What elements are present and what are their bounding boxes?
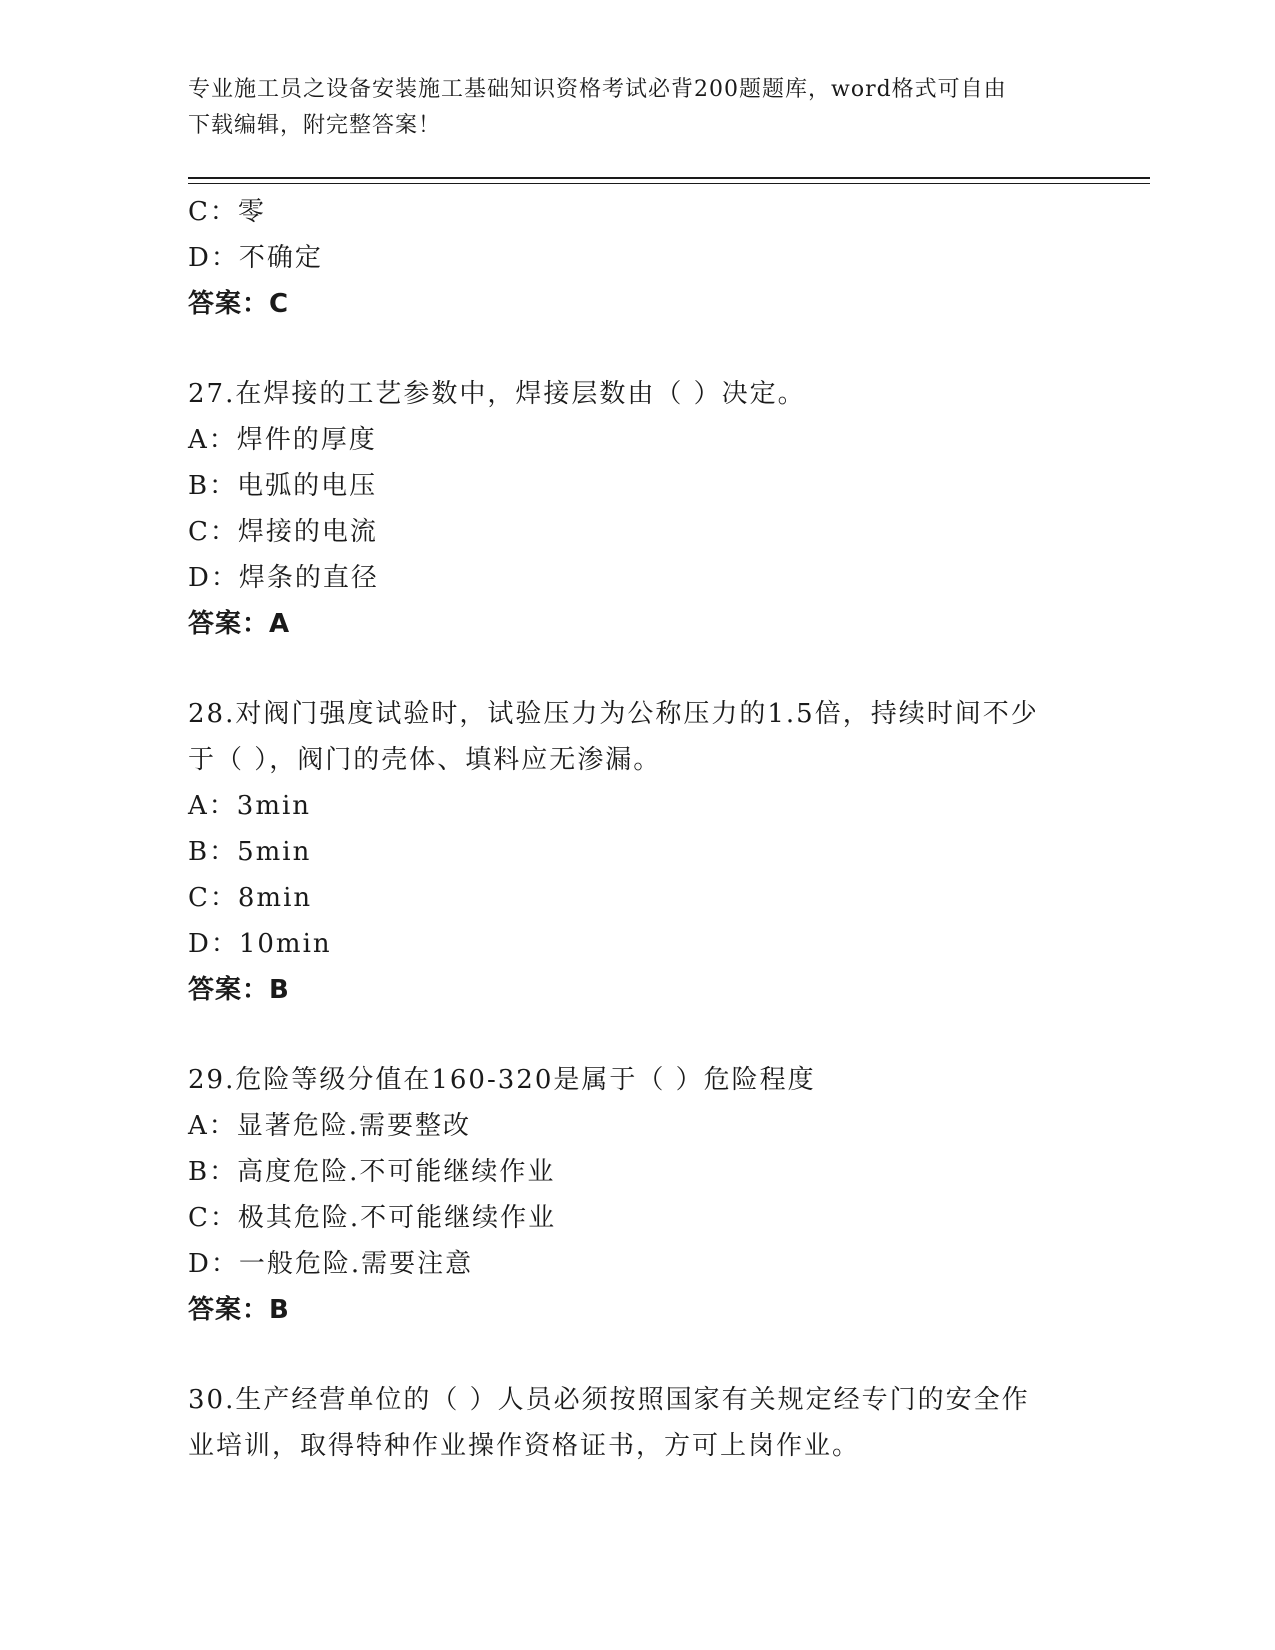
option-b: B：电弧的电压 — [188, 471, 378, 501]
question-text: 29.危险等级分值在160-320是属于（ ）危险程度 — [188, 1065, 816, 1095]
question-list — [188, 189, 1088, 1469]
question-block-prev — [188, 189, 1088, 327]
option-c: C：极其危险.不可能继续作业 — [188, 1203, 557, 1233]
question-text-line-1: 28.对阀门强度试验时，试验压力为公称压力的1.5倍，持续时间不少 — [188, 699, 1039, 729]
option-b: B：5min — [188, 837, 312, 867]
header-title-line-2: 下载编辑，附完整答案！ — [188, 113, 442, 138]
answer-label: 答案：A — [188, 609, 291, 639]
answer-label: 答案：B — [188, 1295, 290, 1325]
spacer — [188, 1333, 1088, 1377]
question-text-line-2: 于（ ），阀门的壳体、填料应无渗漏。 — [188, 745, 662, 775]
question-block-27 — [188, 371, 1088, 647]
question-block-29 — [188, 1057, 1088, 1333]
option-c: C：零 — [188, 197, 266, 227]
option-b: B：高度危险.不可能继续作业 — [188, 1157, 556, 1187]
document-header — [188, 72, 1068, 144]
header-title-line-1: 专业施工员之设备安装施工基础知识资格考试必背200题题库，word格式可自由 — [188, 77, 1007, 102]
question-block-30 — [188, 1377, 1088, 1469]
question-text-line-1: 30.生产经营单位的（ ）人员必须按照国家有关规定经专门的安全作 — [188, 1385, 1030, 1415]
option-c: C：8min — [188, 883, 313, 913]
header-divider-thick — [188, 177, 1150, 179]
header-divider-thin — [188, 183, 1150, 184]
option-d: D：10min — [188, 929, 332, 959]
question-text: 27.在焊接的工艺参数中，焊接层数由（ ）决定。 — [188, 379, 806, 409]
question-text-line-2: 业培训，取得特种作业操作资格证书，方可上岗作业。 — [188, 1431, 861, 1461]
spacer — [188, 327, 1088, 371]
answer-label: 答案：C — [188, 289, 290, 319]
option-d: D：焊条的直径 — [188, 563, 379, 593]
option-d: D：不确定 — [188, 243, 323, 273]
option-a: A：显著危险.需要整改 — [188, 1111, 472, 1141]
option-d: D：一般危险.需要注意 — [188, 1249, 474, 1279]
option-a: A：3min — [188, 791, 312, 821]
answer-label: 答案：B — [188, 975, 290, 1005]
spacer — [188, 647, 1088, 691]
option-a: A：焊件的厚度 — [188, 425, 377, 455]
question-block-28 — [188, 691, 1088, 1013]
spacer — [188, 1013, 1088, 1057]
option-c: C：焊接的电流 — [188, 517, 378, 547]
